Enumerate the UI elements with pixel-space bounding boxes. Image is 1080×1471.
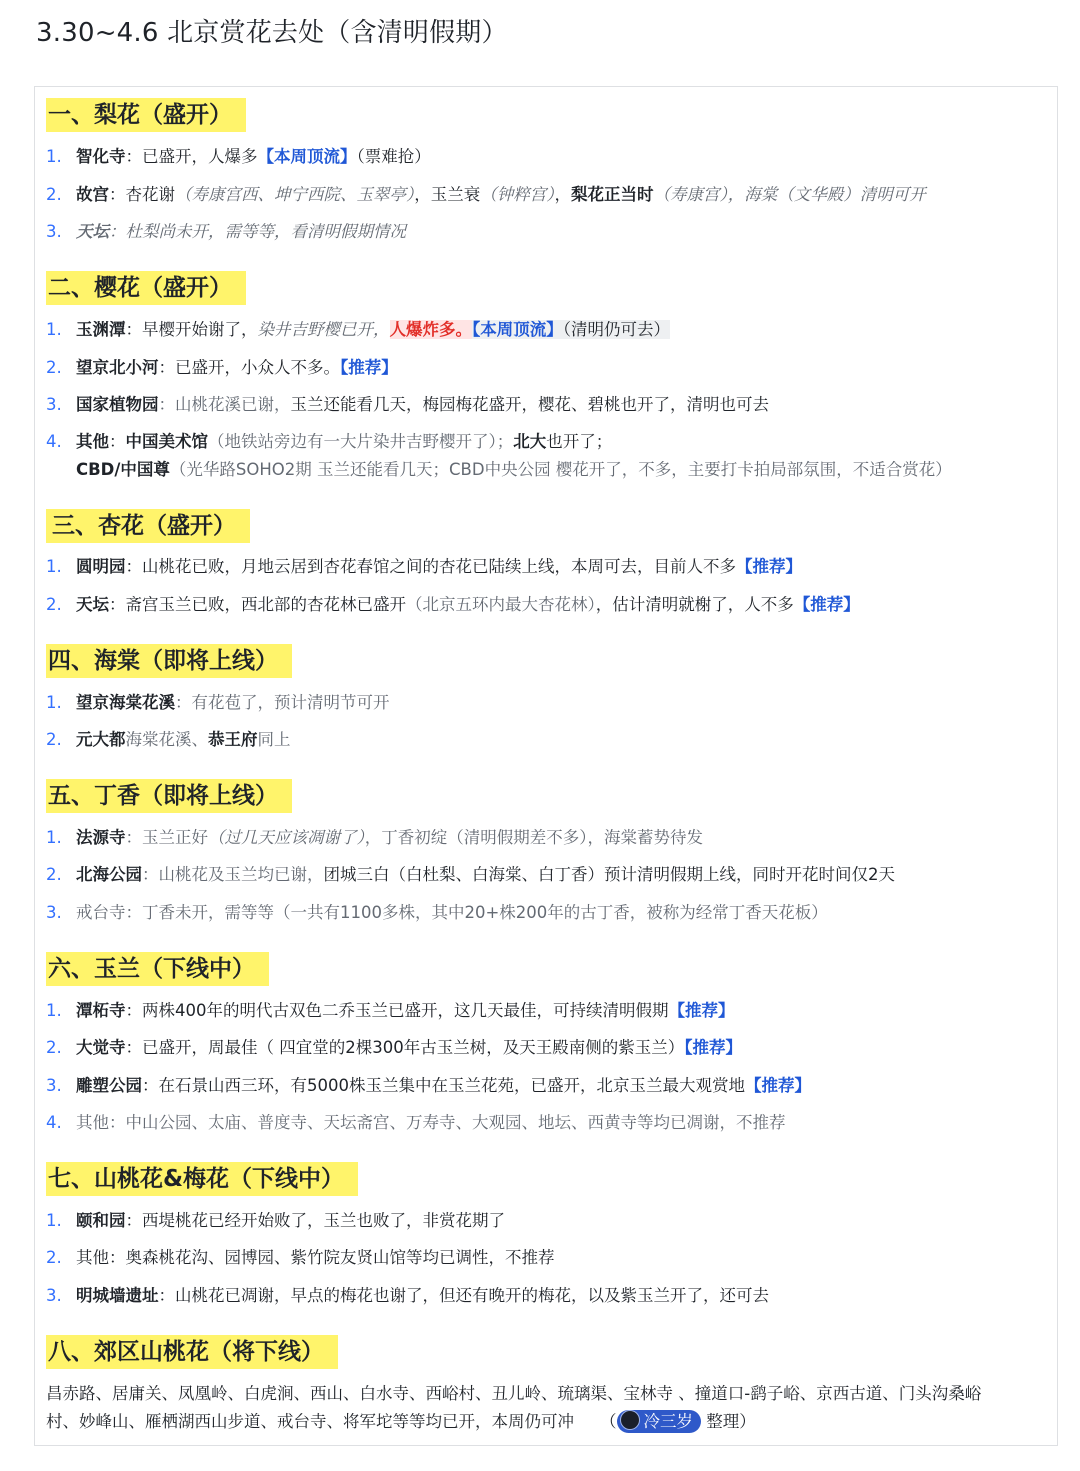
desc: ：已盛开，人爆多 (125, 147, 258, 166)
list-number: 1. (46, 1001, 62, 1020)
heading-text: 七、山桃花&梅花（下线中） (46, 1162, 358, 1196)
note: （地铁站旁边有一大片染井吉野樱开了）； (208, 432, 514, 451)
section-heading-pear (46, 98, 246, 132)
heading-text: 三、杏花（盛开） (46, 509, 250, 543)
place-name: 恭王府 (208, 730, 258, 749)
place-name: 明城墙遗址 (76, 1286, 159, 1305)
page-title: 3.30~4.6 北京赏花去处（含清明假期） (36, 18, 508, 48)
place-name: 智化寺 (76, 147, 126, 166)
list-item (46, 691, 390, 715)
place-name: 元大都 (76, 730, 126, 749)
desc: ：山桃花已败，月地云居到杏花春馆之间的杏花已陆续上线，本周可去，目前人不多 (125, 557, 736, 576)
note: （寿康宫） (653, 185, 728, 204)
desc: ：丁香未开，需等等（一共有1100多株，其中20+株200年的古丁香，被称为经常丁香天花板） (125, 903, 828, 922)
list-item (46, 1111, 786, 1135)
place-name: 天坛 (76, 595, 109, 614)
tag-hot: 【本周顶流】 (472, 320, 563, 339)
desc: ：山桃花溪已谢， (158, 395, 291, 414)
list-item (46, 728, 291, 752)
desc: 其他：奥森桃花沟、园博园、紫竹院友贤山馆等均已调性，不推荐 (76, 1248, 555, 1267)
desc: ：斋宫玉兰已败，西北部的杏花林已盛开 (109, 595, 406, 614)
list-number: 1. (46, 1211, 62, 1230)
list-item (46, 999, 735, 1023)
list-item (46, 1284, 769, 1308)
heading-text: 四、海棠（即将上线） (46, 644, 292, 678)
list-number: 2. (46, 865, 62, 884)
desc: 海棠花溪、 (125, 730, 208, 749)
desc: 同上 (257, 730, 291, 749)
list-number: 2. (46, 1248, 62, 1267)
section-heading-cherry (46, 271, 246, 305)
desc: ：有花苞了，预计清明节可开 (175, 693, 390, 712)
tag-recommend: 【推荐】 (736, 557, 802, 576)
tag-recommend: 【推荐】 (793, 595, 860, 614)
list-number: 2. (46, 185, 62, 204)
list-number: 3. (46, 395, 62, 414)
place-name: 法源寺 (76, 828, 126, 847)
desc: ：玉兰正好 (125, 828, 208, 847)
note: 整理） (706, 1412, 756, 1431)
list-number: 4. (46, 432, 62, 451)
list-item (46, 145, 431, 169)
list-item (46, 183, 926, 207)
list-item (46, 1209, 505, 1233)
place-name: 国家植物园 (76, 395, 159, 414)
section-heading-crabapple (46, 644, 292, 678)
desc: 其他：中山公园、太庙、普度寺、天坛斋宫、万寿寺、大观园、地坛、西黄寺等均已凋谢，不推荐 (76, 1113, 786, 1132)
place-name: 望京北小河 (76, 358, 159, 377)
user-mention[interactable] (617, 1410, 702, 1433)
place-name: 大觉寺 (76, 1038, 126, 1057)
note: （光华路SOHO2期 玉兰还能看几天；CBD中央公园 樱花开了，不多，主要打卡拍局部氛围，不适合赏花） (169, 460, 952, 479)
list-item (46, 318, 670, 342)
list-item (46, 555, 802, 579)
note: （寿康宫西、坤宁西院、玉翠亭） (175, 185, 415, 204)
list-item-continuation (76, 458, 952, 482)
label: 其他 (76, 432, 109, 451)
sep: ， (554, 185, 571, 204)
desc: ：杜梨尚未开，需等等，看清明假期情况 (109, 222, 406, 241)
heading-text: 五、丁香（即将上线） (46, 779, 292, 813)
list-number: 3. (46, 903, 62, 922)
note: 染井吉野樱已开， (257, 320, 390, 339)
place-name: 玉渊潭 (76, 320, 126, 339)
list-item (46, 1036, 742, 1060)
desc: ：已盛开，周最佳（ 四宜堂的2棵300年古玉兰树，及天王殿南侧的紫玉兰） (125, 1038, 685, 1057)
heading-text: 一、梨花（盛开） (46, 98, 246, 132)
list-number: 2. (46, 730, 62, 749)
section-heading-apricot (46, 509, 250, 543)
list-number: 3. (46, 1076, 62, 1095)
place-name: 雕塑公园 (76, 1076, 142, 1095)
list-number: 3. (46, 1286, 62, 1305)
place-name: 故宫 (76, 185, 109, 204)
paren: （ (600, 1412, 617, 1431)
list-number: 2. (46, 1038, 62, 1057)
section-heading-peach-plum (46, 1162, 358, 1196)
paragraph-line (46, 1408, 756, 1436)
section-heading-suburb (46, 1335, 338, 1369)
desc: 村、妙峰山、雁栖湖西山步道、戒台寺、将军坨等等均已开，本周仍可冲 (46, 1412, 574, 1431)
section-heading-lilac (46, 779, 292, 813)
list-item (46, 393, 769, 417)
heading-text: 二、樱花（盛开） (46, 271, 246, 305)
place-name: 圆明园 (76, 557, 126, 576)
list-number: 3. (46, 222, 62, 241)
desc: 团城三白（白杜梨、白海棠、白丁香）预计清明假期上线，同时开花时间仅2天 (323, 865, 895, 884)
desc: ：西堤桃花已经开始败了，玉兰也败了，非赏花期了 (125, 1211, 505, 1230)
place-name: CBD/中国尊 (76, 460, 170, 479)
sep: ： (109, 432, 126, 451)
place-name: 北大 (513, 432, 547, 451)
heading-text: 六、玉兰（下线中） (46, 952, 269, 986)
list-item (46, 1246, 555, 1270)
place-name: 天坛 (76, 222, 109, 241)
desc: ：在石景山西三环，有5000株玉兰集中在玉兰花苑，已盛开，北京玉兰最大观赏地 (142, 1076, 745, 1095)
desc: ：山桃花及玉兰均已谢， (142, 865, 324, 884)
list-number: 1. (46, 557, 62, 576)
desc: ：早樱开始谢了， (125, 320, 258, 339)
place-name: 中国美术馆 (125, 432, 208, 451)
note: （钟粹宫） (480, 185, 555, 204)
avatar-icon (620, 1410, 640, 1430)
tag-recommend: 【推荐】 (684, 1038, 742, 1057)
list-number: 1. (46, 828, 62, 847)
list-number: 1. (46, 147, 62, 166)
desc: ：已盛开，小众人不多。 (158, 358, 340, 377)
desc: ，估计清明就榭了，人不多 (595, 595, 794, 614)
desc: 也开了； (546, 432, 613, 451)
tag-recommend: 【推荐】 (745, 1076, 811, 1095)
list-item (46, 220, 406, 244)
note: （北京五环内最大杏花林） (406, 595, 596, 614)
section-heading-magnolia (46, 952, 269, 986)
tag-recommend: 【推荐】 (340, 358, 398, 377)
list-item (46, 901, 828, 925)
list-item (46, 593, 860, 617)
place-name: 北海公园 (76, 865, 142, 884)
list-item (46, 1074, 811, 1098)
place-name: 望京海棠花溪 (76, 693, 175, 712)
desc: ，玉兰衰 (414, 185, 481, 204)
list-number: 4. (46, 1113, 62, 1132)
note: （票难抢） (356, 147, 431, 166)
desc: ：杏花谢 (109, 185, 175, 204)
desc: 玉兰还能看几天，梅园梅花盛开，樱花、碧桃也开了，清明也可去 (290, 395, 769, 414)
paragraph-line: 昌赤路、居庸关、凤凰岭、白虎涧、西山、白水寺、西峪村、丑儿岭、琉璃渠、宝林寺 、撞道口-鹞子峪、京西古道、门头沟桑峪 (46, 1384, 982, 1403)
list-number: 2. (46, 358, 62, 377)
note: （清明仍可去） (562, 320, 670, 339)
list-number: 1. (46, 693, 62, 712)
place-name: 潭柘寺 (76, 1001, 126, 1020)
list-item (46, 430, 612, 454)
list-item (46, 863, 895, 887)
list-number: 1. (46, 320, 62, 339)
list-number: 2. (46, 595, 62, 614)
highlight: 梨花正当时 (571, 185, 654, 204)
heading-text: 八、郊区山桃花（将下线） (46, 1335, 338, 1369)
list-item (46, 826, 703, 850)
desc: ：山桃花已凋谢，早点的梅花也谢了，但还有晚开的梅花，以及紫玉兰开了，还可去 (158, 1286, 769, 1305)
place-name: 颐和园 (76, 1211, 126, 1230)
tag-recommend: 【推荐】 (668, 1001, 735, 1020)
place-name: 戒台寺 (76, 903, 126, 922)
warning: 人爆炸多。 (389, 320, 472, 339)
list-item (46, 356, 398, 380)
note: （过几天应该凋谢了） (208, 828, 365, 847)
note: ，海棠（文华殿）清明可开 (727, 185, 926, 204)
desc: ，丁香初绽（清明假期差不多），海棠蓄势待发 (364, 828, 703, 847)
desc: ：两株400年的明代古双色二乔玉兰已盛开，这几天最佳，可持续清明假期 (125, 1001, 669, 1020)
mention-name: 冷三岁 (643, 1412, 693, 1431)
tag-hot: 【本周顶流】 (257, 147, 357, 166)
